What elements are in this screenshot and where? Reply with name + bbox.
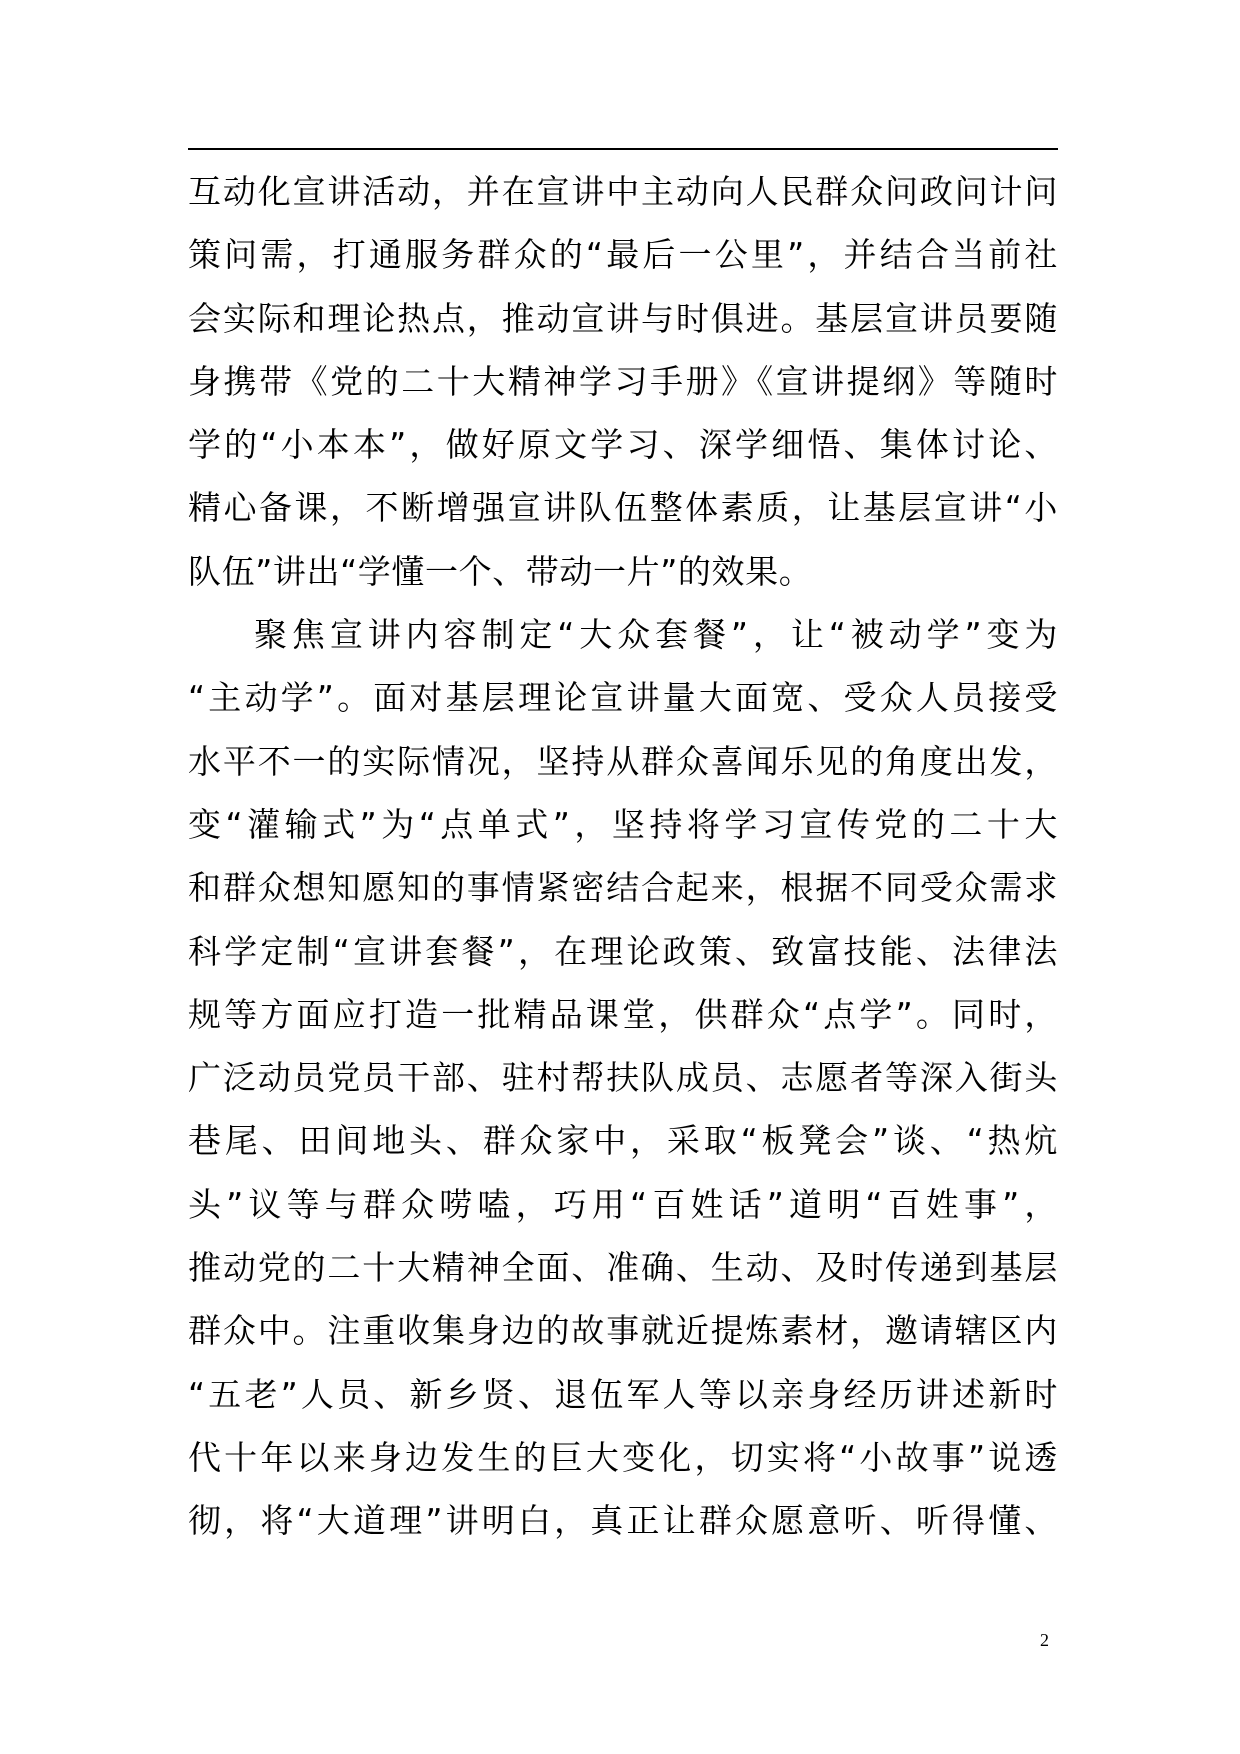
text-line: 科学定制“宣讲套餐”，在理论政策、致富技能、法律法 — [188, 931, 1058, 971]
text-line: “五老”人员、新乡贤、退伍军人等以亲身经历讲述新时 — [188, 1374, 1058, 1414]
text-line: 变“灌输式”为“点单式”，坚持将学习宣传党的二十大 — [188, 804, 1058, 844]
text-line: 精心备课，不断增强宣讲队伍整体素质，让基层宣讲“小 — [188, 488, 1058, 528]
text-line: 代十年以来身边发生的巨大变化，切实将“小故事”说透 — [188, 1437, 1058, 1477]
page-number: 2 — [1040, 1630, 1049, 1650]
header-rule — [188, 148, 1058, 150]
text-line: 群众中。注重收集身边的故事就近提炼素材，邀请辖区内 — [188, 1311, 1058, 1351]
text-line: 水平不一的实际情况，坚持从群众喜闻乐见的角度出发， — [188, 741, 1058, 781]
paragraph-start-line: 聚焦宣讲内容制定“大众套餐”，让“被动学”变为 — [254, 615, 1058, 655]
text-line: 会实际和理论热点，推动宣讲与时俱进。基层宣讲员要随 — [188, 298, 1058, 338]
text-line: 学的“小本本”，做好原文学习、深学细悟、集体讨论、 — [188, 425, 1058, 465]
text-line: 策问需，打通服务群众的“最后一公里”，并结合当前社 — [188, 235, 1058, 275]
text-line: 和群众想知愿知的事情紧密结合起来，根据不同受众需求 — [188, 868, 1058, 908]
text-line: 队伍”讲出“学懂一个、带动一片”的效果。 — [188, 551, 813, 591]
text-line: 巷尾、田间地头、群众家中，采取“板凳会”谈、“热炕 — [188, 1121, 1058, 1161]
text-line: 广泛动员党员干部、驻村帮扶队成员、志愿者等深入街头 — [188, 1058, 1058, 1098]
text-line: 推动党的二十大精神全面、准确、生动、及时传递到基层 — [188, 1248, 1058, 1288]
text-line: 互动化宣讲活动，并在宣讲中主动向人民群众问政问计问 — [188, 172, 1058, 211]
text-line: 规等方面应打造一批精品课堂，供群众“点学”。同时， — [188, 994, 1058, 1034]
text-line: 彻，将“大道理”讲明白，真正让群众愿意听、听得懂、 — [188, 1501, 1058, 1541]
body-text — [188, 160, 1058, 1553]
text-line: 头”议等与群众唠嗑，巧用“百姓话”道明“百姓事”， — [188, 1184, 1058, 1224]
text-line: 身携带《党的二十大精神学习手册》《宣讲提纲》等随时 — [188, 361, 1058, 401]
text-line: “主动学”。面对基层理论宣讲量大面宽、受众人员接受 — [188, 678, 1058, 718]
